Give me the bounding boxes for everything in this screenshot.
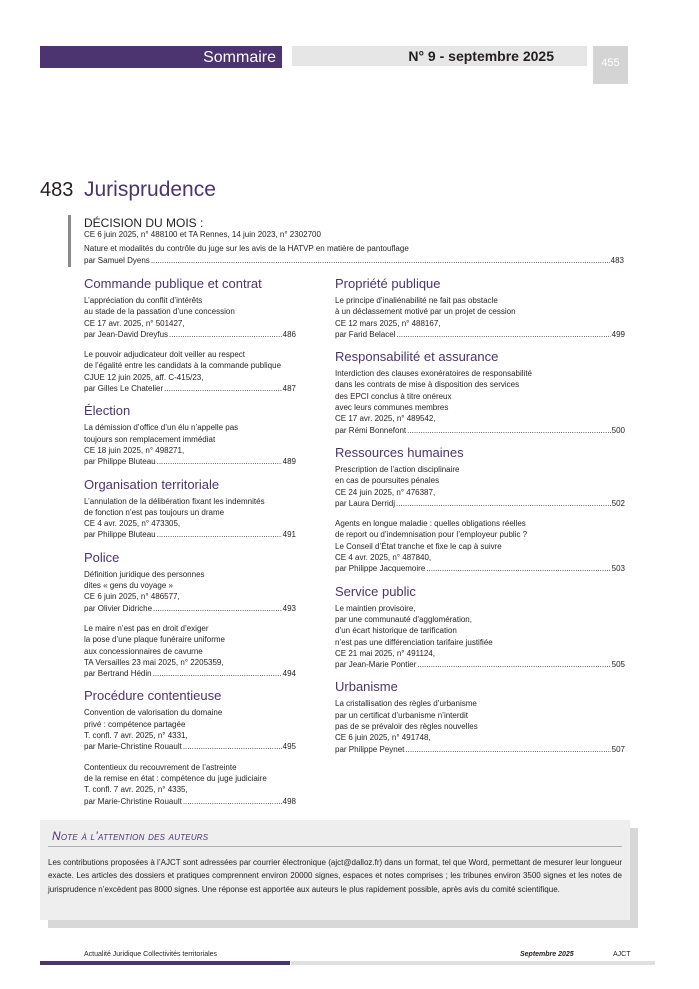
article-line: des EPCI conclus à titre onéreux: [335, 391, 452, 401]
category-heading: Service public: [335, 583, 416, 599]
article-author-row: [335, 744, 625, 755]
article-line: CE 21 mai 2025, n° 491124,: [335, 648, 436, 658]
article-line: privé : compétence partagée: [84, 719, 186, 729]
decision-author: par Samuel Dyens: [84, 256, 150, 265]
note-title: Note à l’attention des auteurs: [52, 829, 209, 843]
article-line: T. confl. 7 avr. 2025, n° 4335,: [84, 785, 188, 795]
article-line: La démission d’office d’un élu n’appelle pas: [84, 423, 239, 433]
article-entry[interactable]: [84, 349, 296, 394]
article-author-row: [84, 796, 296, 807]
article-line: La cristallisation des règles d’urbanisme: [335, 699, 477, 709]
article-page: 499: [611, 329, 625, 339]
leader-dots: [417, 659, 610, 670]
article-entry[interactable]: [335, 295, 625, 340]
article-author-row: [335, 329, 625, 340]
article-author: par Gilles Le Chatelier: [84, 384, 164, 394]
article-entry[interactable]: [84, 569, 296, 614]
article-line: Le pouvoir adjudicateur doit veiller au respect: [84, 350, 245, 360]
article-line: Le maire n’est pas en droit d’exiger: [84, 623, 209, 633]
category-heading: Ressources humaines: [335, 444, 464, 460]
article-entry[interactable]: [84, 295, 296, 340]
article-line: Interdiction des clauses exonératoires de responsabilité: [335, 369, 533, 379]
category-heading: Propriété publique: [335, 276, 441, 291]
leader-dots: [157, 529, 282, 540]
leader-dots: [164, 383, 281, 394]
article-page: 507: [611, 744, 625, 754]
article-line: CE 17 avr. 2025, n° 489542,: [335, 414, 436, 424]
decision-rule: [68, 215, 71, 267]
note-text: Les contributions proposées à l’AJCT sont adressées par courrier électronique (ajct@dalloz.fr) dans un format, tel que Word, permettant de mesurer leur longueur exacte. Les articles des dossiers et pratiques comprennent environ 20000 signes, espaces et notes comprises ; les tribunes environ 3500 signes et les notes de jurisprudence n’excèdent pas 8000 signes. Une réponse est apportée aux auteurs le plus rapidement possible, après avis du comité scientifique.: [48, 858, 622, 894]
article-page: 494: [282, 669, 296, 679]
article-author: par Jean-David Dreyfus: [84, 329, 169, 339]
footer-date: Septembre 2025: [520, 951, 574, 958]
decision-reference: CE 6 juin 2025, n° 488100 et TA Rennes, 14 juin 2023, n° 2302700: [84, 230, 321, 239]
category-heading: Procédure contentieuse: [84, 688, 222, 704]
article-line: CE 18 juin 2025, n° 498271,: [84, 445, 185, 455]
article-page: 498: [282, 796, 296, 806]
article-page: 493: [282, 603, 296, 613]
article-line: la pose d’une plaque funéraire uniforme: [84, 635, 225, 645]
article-entry[interactable]: [84, 707, 296, 752]
article-entry[interactable]: [84, 762, 296, 807]
article-line: à un déclassement motivé par un projet de cession: [335, 307, 516, 317]
article-author: par Laura Derridj: [335, 498, 396, 508]
article-page: 489: [282, 457, 296, 467]
article-line: de la remise en état : compétence du juge judiciaire: [84, 773, 267, 783]
article-line: de l’égalité entre les candidats à la commande publique: [84, 361, 282, 371]
article-line: Le principe d’inaliénabilité ne fait pas obstacle: [335, 296, 498, 305]
article-page: 487: [282, 384, 296, 394]
article-line: de report ou d’indemnisation pour l’employeur public ?: [335, 530, 528, 540]
article-line: de fonction n’est pas toujours un drame: [84, 507, 225, 517]
footer-right-bar: [291, 961, 655, 965]
leader-dots: [153, 668, 282, 679]
article-line: CE 6 juin 2025, n° 486577,: [84, 592, 180, 602]
category-heading: Urbanisme: [335, 679, 398, 695]
article-line: CJUE 12 juin 2025, aff. C-415/23,: [84, 372, 204, 382]
article-line: Le Conseil d’État tranche et fixe le cap à suivre: [335, 541, 502, 551]
leader-dots: [183, 796, 282, 807]
leader-dots: [183, 741, 282, 752]
article-line: par un certificat d’urbanisme n’interdit: [335, 710, 468, 720]
category-heading: Commande publique et contrat: [84, 276, 262, 291]
leader-dots: [151, 256, 610, 265]
leader-dots: [153, 603, 282, 614]
header-issue: N° 9 - septembre 2025: [408, 48, 554, 64]
article-line: CE 12 mars 2025, n° 488167,: [335, 318, 441, 328]
article-page: 500: [611, 425, 625, 435]
left-column: [84, 276, 296, 816]
article-author: par Philippe Peynet: [335, 744, 405, 754]
article-author: par Marie-Christine Rouault: [84, 742, 182, 752]
article-entry[interactable]: [335, 698, 625, 754]
article-line: T. confl. 7 avr. 2025, n° 4331,: [84, 731, 188, 741]
category-heading: Responsabilité et assurance: [335, 349, 499, 365]
article-line: Définition juridique des personnes: [84, 569, 205, 579]
article-entry[interactable]: [335, 464, 625, 509]
article-author-row: [84, 741, 296, 752]
article-author-row: [84, 603, 296, 614]
right-column: [335, 276, 625, 764]
article-author: par Philippe Bluteau: [84, 530, 156, 540]
article-author-row: [84, 456, 296, 467]
article-author: par Olivier Didriche: [84, 603, 153, 613]
article-page: 495: [282, 742, 296, 752]
decision-page: 483: [610, 256, 624, 265]
article-line: n’est pas une différenciation tarifaire justifiée: [335, 637, 493, 647]
article-line: CE 4 avr. 2025, n° 487840,: [335, 553, 432, 563]
article-author-row: [335, 659, 625, 670]
article-author: par Philippe Bluteau: [84, 457, 156, 467]
article-entry[interactable]: [335, 368, 625, 436]
article-author-row: [335, 425, 625, 436]
article-line: CE 24 juin 2025, n° 476387,: [335, 487, 436, 497]
footer-left-bar: [40, 961, 290, 965]
leader-dots: [396, 498, 611, 509]
article-author-row: [84, 383, 296, 394]
category-heading: Élection: [84, 403, 131, 419]
article-line: L’appréciation du conflit d’intérêts: [84, 296, 203, 305]
leader-dots: [405, 744, 610, 755]
article-line: en cas de poursuites pénales: [335, 476, 440, 486]
article-line: CE 17 avr. 2025, n° 501427,: [84, 318, 185, 328]
article-line: CE 4 avr. 2025, n° 473305,: [84, 519, 181, 529]
article-line: pas de se prévaloir des règles nouvelles: [335, 722, 478, 732]
article-line: d’un écart historique de tarification: [335, 626, 457, 636]
article-page: 502: [611, 498, 625, 508]
article-page: 486: [282, 329, 296, 339]
article-line: par une communauté d’agglomération,: [335, 614, 472, 624]
article-line: au stade de la passation d’une concession: [84, 307, 235, 317]
footer-abbr: AJCT: [613, 951, 631, 958]
article-author-row: [84, 668, 296, 679]
leader-dots: [157, 456, 282, 467]
article-author-row: [84, 329, 296, 340]
category-heading: Organisation territoriale: [84, 476, 220, 492]
article-line: Contentieux du recouvrement de l’astreinte: [84, 762, 237, 772]
decision-heading: DÉCISION DU MOIS :: [84, 216, 204, 230]
leader-dots: [169, 329, 282, 340]
section-page-number: 483: [40, 179, 74, 201]
article-line: dans les contrats de mise à disposition des services: [335, 380, 520, 390]
footer-journal: Actualité Juridique Collectivités territoriales: [84, 951, 218, 958]
note-divider: [48, 846, 622, 847]
article-author: par Bertrand Hédin: [84, 669, 152, 679]
leader-dots: [396, 329, 610, 340]
article-author-row: [335, 563, 625, 574]
article-line: Le maintien provisoire,: [335, 603, 416, 613]
article-author: par Philippe Jacquemoire: [335, 564, 426, 574]
article-line: avec leurs communes membres: [335, 403, 449, 413]
article-entry[interactable]: [84, 623, 296, 679]
article-author-row: [335, 498, 625, 509]
leader-dots: [407, 425, 610, 436]
article-author: par Jean-Marie Pontier: [335, 660, 417, 670]
article-line: Agents en longue maladie : quelles obligations réelles: [335, 519, 526, 529]
article-author: par Farid Belacel: [335, 329, 396, 339]
article-page: 505: [611, 660, 625, 670]
article-entry[interactable]: [84, 422, 296, 467]
header-section-title: Sommaire: [203, 49, 276, 66]
article-line: L’annulation de la délibération fixant les indemnités: [84, 496, 265, 506]
article-line: Convention de valorisation du domaine: [84, 708, 223, 718]
article-line: aux concessionnaires de cavurne: [84, 646, 203, 656]
decision-author-row[interactable]: [84, 256, 624, 265]
article-line: TA Versailles 23 mai 2025, n° 2205359,: [84, 657, 224, 667]
article-line: Prescription de l’action disciplinaire: [335, 464, 460, 474]
section-title: Jurisprudence: [84, 178, 216, 201]
article-author: par Marie-Christine Rouault: [84, 796, 182, 806]
article-author-row: [84, 529, 296, 540]
article-page: 503: [611, 564, 625, 574]
article-entry[interactable]: [335, 603, 625, 671]
article-entry[interactable]: [335, 518, 625, 574]
article-line: dites « gens du voyage »: [84, 581, 173, 591]
header-page-number: 455: [601, 57, 620, 69]
article-entry[interactable]: [84, 496, 296, 541]
decision-description: Nature et modalités du contrôle du juge sur les avis de la HATVP en matière de pantouflage: [84, 244, 409, 253]
article-line: toujours son remplacement immédiat: [84, 434, 216, 444]
article-author: par Rémi Bonnefont: [335, 425, 407, 435]
leader-dots: [426, 563, 610, 574]
article-line: CE 6 juin 2025, n° 491748,: [335, 733, 431, 743]
category-heading: Police: [84, 549, 120, 565]
article-page: 491: [282, 530, 296, 540]
